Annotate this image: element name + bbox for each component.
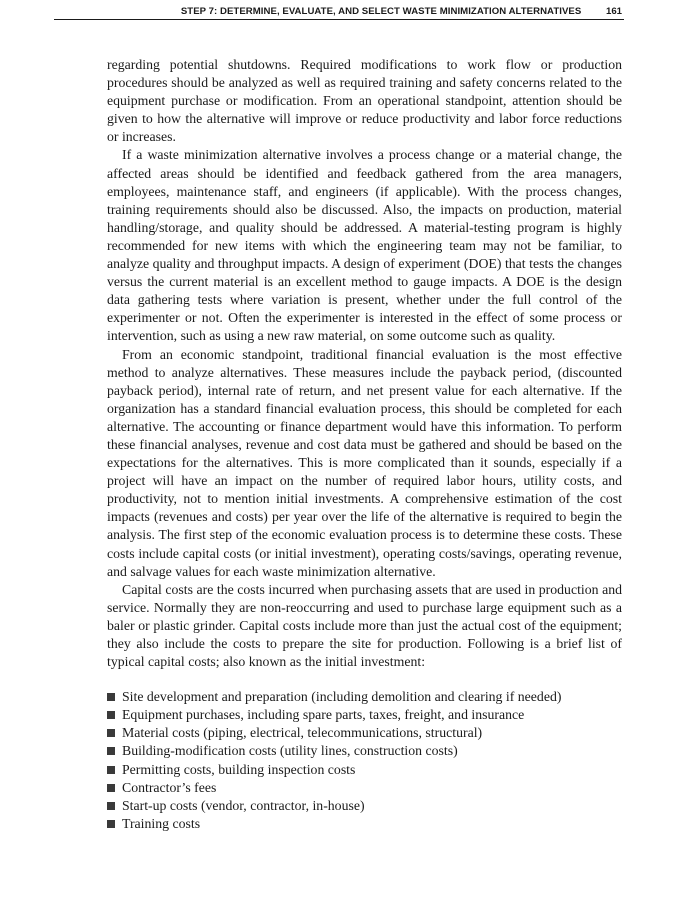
body-text [107,56,622,833]
square-bullet-icon [107,820,115,828]
square-bullet-icon [107,784,115,792]
running-head-title: STEP 7: DETERMINE, EVALUATE, AND SELECT WASTE MINIMIZATION ALTERNATIVES [180,6,582,17]
square-bullet-icon [107,693,115,701]
capital-costs-list [107,688,622,833]
running-head [54,5,624,20]
list-item-text: Contractor’s fees [122,779,217,795]
page-number: 161 [605,6,622,17]
list-item [107,706,622,724]
square-bullet-icon [107,747,115,755]
square-bullet-icon [107,802,115,810]
list-item-text: Permitting costs, building inspection costs [122,761,356,777]
list-item [107,779,622,797]
paragraph: Capital costs are the costs incurred when purchasing assets that are used in production and service. Normally they are non-reoccurring and used to purchase large equipment such as a baler or plastic grinder. Capital costs include more than just the actual cost of the equipment; they also include the costs to prepare the site for production. Following is a brief list of typical capital costs; also known as the initial investment: [107,581,622,670]
list-item [107,688,622,706]
paragraph: regarding potential shutdowns. Required modifications to work flow or production procedures should be analyzed as well as required training and safety concerns related to the equipment purchase or modification. From an operational standpoint, attention should be given to how the alternative will improve or reduce productivity and labor force reductions or increases. [107,57,622,145]
list-item [107,742,622,760]
list-item [107,724,622,742]
list-item [107,797,622,815]
list-item [107,761,622,779]
square-bullet-icon [107,766,115,774]
list-item-text: Site development and preparation (including demolition and clearing if needed) [122,689,562,705]
list-item-text: Start-up costs (vendor, contractor, in-house) [122,797,365,813]
list-item-text: Equipment purchases, including spare parts, taxes, freight, and insurance [122,707,525,723]
square-bullet-icon [107,711,115,719]
list-item-text: Training costs [122,815,201,831]
paragraph: From an economic standpoint, traditional financial evaluation is the most effective method to analyze alternatives. These measures include the payback period, (discounted payback period), internal rate of return, and net present value for each alternative. If the organization has a standard financial evaluation process, this should be completed for each alternative. The accounting or finance department would have this information. To perform these financial analyses, revenue and cost data must be gathered and should be based on the expectations for the alternatives. This is more complicated than it sounds, especially if a project will have an impact on the number of required labor hours, utility costs, and productivity, not to mention initial investments. A comprehensive estimation of the cost impacts (revenues and costs) per year over the life of the alternative is required to begin the analysis. The first step of the economic evaluation process is to determine these costs. These costs include capital costs (or initial investment), operating costs/savings, operating revenue, and salvage values for each waste minimization alternative. [107,346,622,579]
paragraph: If a waste minimization alternative involves a process change or a material change, the affected areas should be identified and feedback gathered from the area managers, employees, maintenance staff, and engineers (if applicable). With the process changes, training requirements should also be discussed. Also, the impacts on production, material handling/storage, and quality should be addressed. A material-testing program is highly recommended for new items with which the engineering team may not be familiar, to analyze quality and throughput impacts. A design of experiment (DOE) that tests the changes versus the current material is an excellent method to gauge impacts. A DOE is the design data gathering tests where variation is present, whether under the full control of the experimenter or not. Often the experimenter is interested in the effect of some process or intervention, such as using a new raw material, on some outcome such as quality. [107,147,622,344]
list-item [107,815,622,833]
list-item-text: Building-modification costs (utility lines, construction costs) [122,743,458,759]
square-bullet-icon [107,729,115,737]
list-item-text: Material costs (piping, electrical, telecommunications, structural) [122,725,483,741]
